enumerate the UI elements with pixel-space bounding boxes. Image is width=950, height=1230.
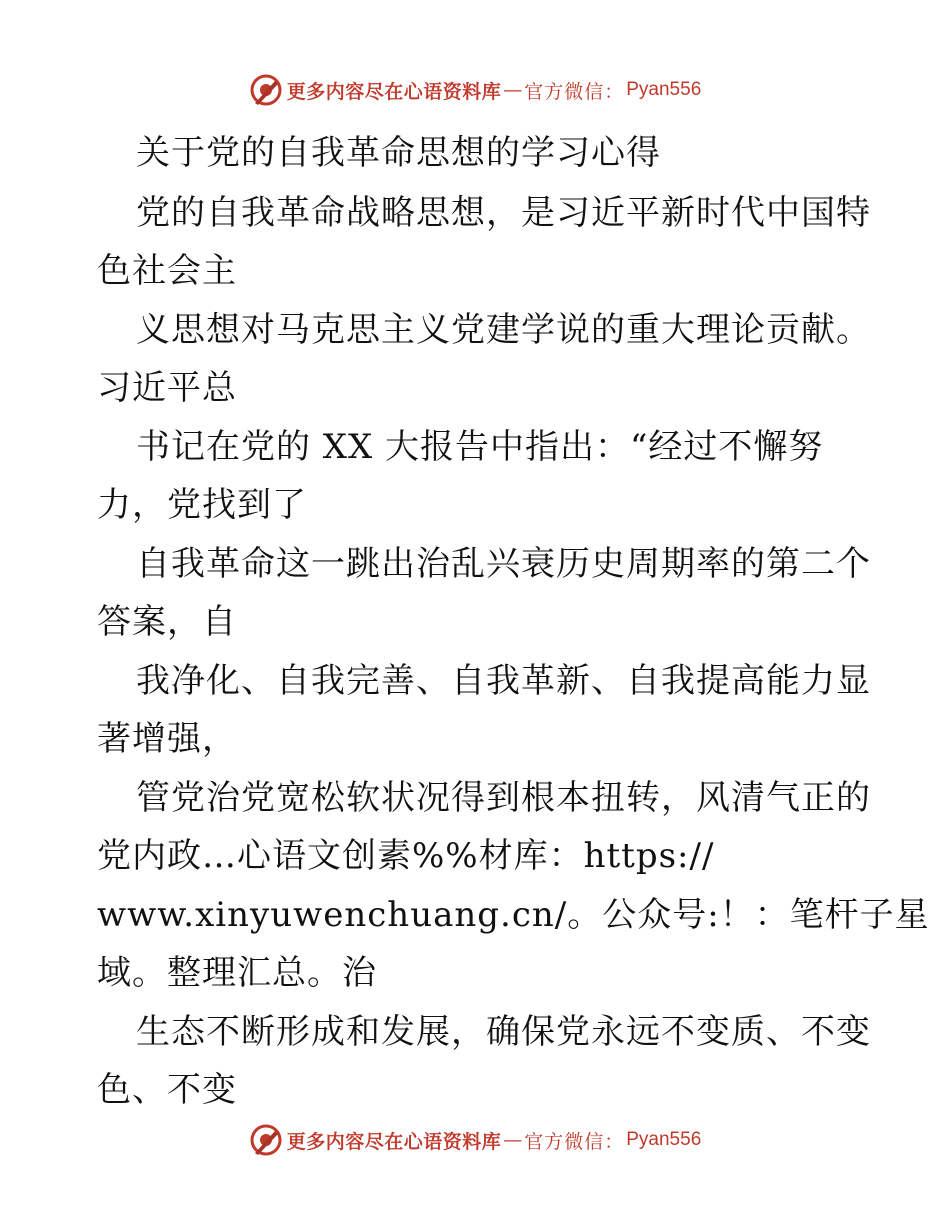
paragraph-line: 义思想对马克思主义党建学说的重大理论贡献。 xyxy=(136,310,871,350)
pen-logo-icon xyxy=(249,1123,283,1157)
paragraph-line: 力，党找到了 xyxy=(97,485,307,525)
document-title: 关于党的自我革命思想的学习心得 xyxy=(136,133,661,173)
paragraph-line: 色社会主 xyxy=(97,251,237,291)
banner-dash: — xyxy=(503,1129,523,1151)
paragraph-line: 管党治党宽松软状况得到根本扭转，风清气正的 xyxy=(136,778,871,818)
paragraph-line: 色、不变 xyxy=(97,1070,237,1110)
paragraph-line: 习近平总 xyxy=(97,368,237,408)
paragraph-line: 域。整理汇总。治 xyxy=(97,953,377,993)
banner-main-text: 更多内容尽在心语资料库 xyxy=(286,80,502,103)
paragraph-line: 自我革命这一跳出治乱兴衰历史周期率的第二个 xyxy=(136,544,871,584)
banner-main-text: 更多内容尽在心语资料库 xyxy=(286,1130,502,1153)
paragraph-line: www.xinyuwenchuang.cn/。公众号:！：笔杆子星 xyxy=(97,895,930,935)
footer-banner xyxy=(0,1120,950,1160)
paragraph-line: 我净化、自我完善、自我革新、自我提高能力显 xyxy=(136,661,871,701)
pen-logo-icon xyxy=(249,73,283,107)
banner-wechat-id: Pyan556 xyxy=(626,1129,702,1150)
banner-wechat-id: Pyan556 xyxy=(626,79,702,100)
banner-dash: — xyxy=(503,79,523,101)
paragraph-line: 生态不断形成和发展，确保党永远不变质、不变 xyxy=(136,1012,871,1052)
header-banner xyxy=(0,70,950,110)
banner-wechat-label: 官方微信： xyxy=(524,1130,625,1153)
banner-wechat-label: 官方微信： xyxy=(524,80,625,103)
paragraph-line: 书记在党的 XX 大报告中指出：“经过不懈努 xyxy=(136,427,824,467)
paragraph-line: 党的自我革命战略思想，是习近平新时代中国特 xyxy=(136,193,871,233)
paragraph-line: 答案，自 xyxy=(97,602,237,642)
paragraph-line: 著增强， xyxy=(97,719,237,759)
paragraph-line: 党内政…心语文创素%%材库：https:// xyxy=(97,836,715,876)
